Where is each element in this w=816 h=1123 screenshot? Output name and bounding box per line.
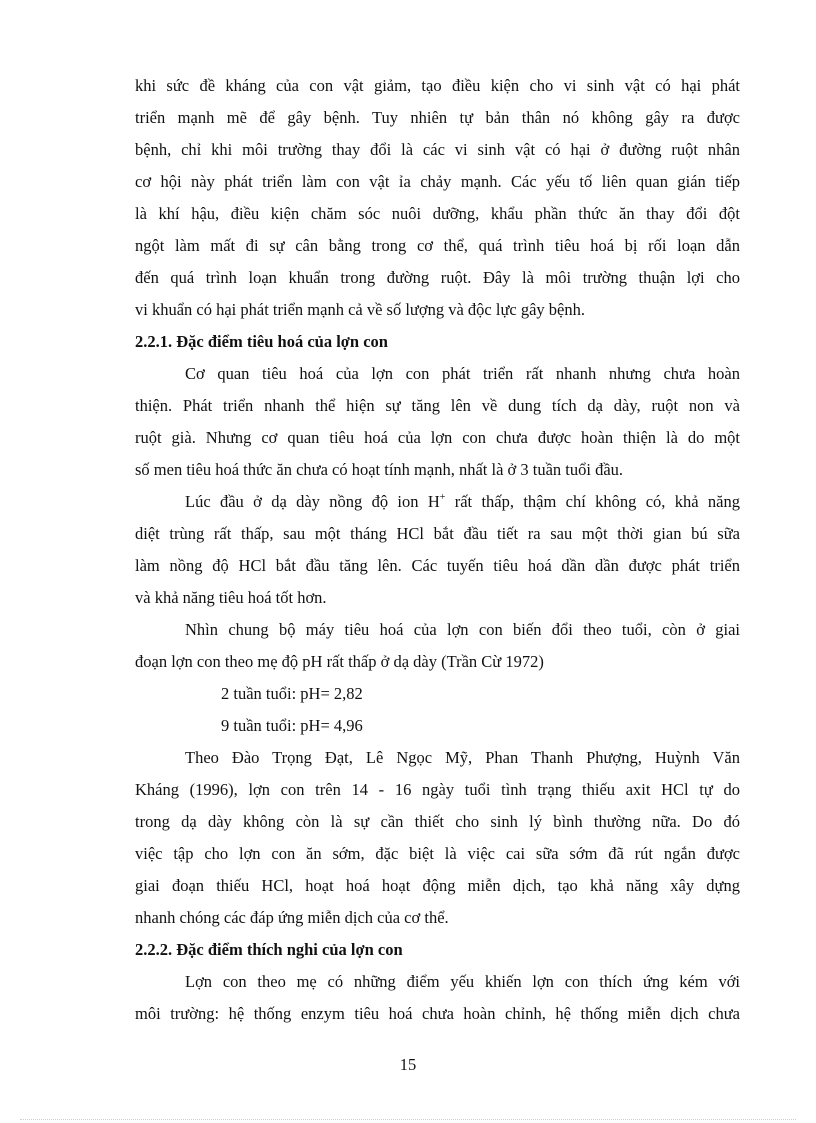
body-text-line: môi trường: hệ thống enzym tiêu hoá chưa hoàn chỉnh, hệ thống miễn dịch chưa [135,1004,740,1023]
ph-value-line: 2 tuần tuổi: pH= 2,82 [221,684,363,703]
body-text-line: là khí hậu, điều kiện chăm sóc nuôi dưỡng, khẩu phần thức ăn thay đổi đột [135,204,740,223]
body-text-line: và khả năng tiêu hoá tốt hơn. [135,588,327,607]
body-text-line: thiện. Phát triển nhanh thể hiện sự tăng lên về dung tích dạ dày, ruột non và [135,396,740,415]
body-text-line: Nhìn chung bộ máy tiêu hoá của lợn con biến đổi theo tuổi, còn ở giai [185,620,740,639]
ph-value-line: 9 tuần tuổi: pH= 4,96 [221,716,363,735]
body-text-line-with-superscript [135,486,740,518]
superscript-plus: + [439,491,446,503]
footer-divider [20,1119,796,1120]
body-text-line: Kháng (1996), lợn con trên 14 - 16 ngày tuổi tình trạng thiếu axit HCl tự do [135,780,740,799]
body-text-line: nhanh chóng các đáp ứng miễn dịch của cơ thể. [135,908,449,927]
body-text-line: diệt trùng rất thấp, sau một tháng HCl bắt đầu tiết ra sau một thời gian bú sữa [135,524,740,543]
body-text-line: vi khuẩn có hại phát triển mạnh cả về số lượng và độc lực gây bệnh. [135,300,585,319]
body-text-line: đoạn lợn con theo mẹ độ pH rất thấp ở dạ dày (Trần Cừ 1972) [135,652,544,671]
section-heading-2-2-2: 2.2.2. Đặc điểm thích nghi của lợn con [135,940,403,959]
text-fragment: rất thấp, thậm chí không có, khả năng [445,492,740,511]
body-text-line: trong dạ dày không còn là sự cần thiết cho sinh lý bình thường nữa. Do đó [135,812,740,831]
body-text-line: đến quá trình loạn khuẩn trong đường ruột. Đây là môi trường thuận lợi cho [135,268,740,287]
page-number: 15 [399,1055,417,1074]
body-text-line: Cơ quan tiêu hoá của lợn con phát triển rất nhanh nhưng chưa hoàn [185,364,740,383]
body-text-line: cơ hội này phát triển làm con vật ỉa chảy mạnh. Các yếu tố liên quan gián tiếp [135,172,740,191]
body-text-line: việc tập cho lợn con ăn sớm, đặc biệt là việc cai sữa sớm đã rút ngắn được [135,844,740,863]
body-text-line: ruột già. Nhưng cơ quan tiêu hoá của lợn con chưa được hoàn thiện là do một [135,428,740,447]
body-text-line: số men tiêu hoá thức ăn chưa có hoạt tính mạnh, nhất là ở 3 tuần tuổi đầu. [135,460,624,479]
body-text-line: bệnh, chỉ khi môi trường thay đổi là các vi sinh vật có hại ở đường ruột nhân [135,140,740,159]
body-text-line: triển mạnh mẽ để gây bệnh. Tuy nhiên tự bản thân nó không gây ra được [135,108,740,127]
body-text-line: Lợn con theo mẹ có những điểm yếu khiến lợn con thích ứng kém với [185,972,740,991]
body-text-line: khi sức đề kháng của con vật giảm, tạo điều kiện cho vi sinh vật có hại phát [135,76,740,95]
body-text-line: làm nồng độ HCl bắt đầu tăng lên. Các tuyến tiêu hoá dần dần được phát triển [135,556,740,575]
section-heading-2-2-1: 2.2.1. Đặc điểm tiêu hoá của lợn con [135,332,388,351]
text-fragment: Lúc đầu ở dạ dày nồng độ ion H [185,492,440,511]
document-body [135,70,740,1030]
body-text-line: giai đoạn thiếu HCl, hoạt hoá hoạt động miễn dịch, tạo khả năng xây dựng [135,876,740,895]
body-text-line: Theo Đào Trọng Đạt, Lê Ngọc Mỹ, Phan Thanh Phượng, Huỳnh Văn [185,748,740,767]
body-text-line: ngột làm mất đi sự cân bằng trong cơ thể, quá trình tiêu hoá bị rối loạn dẫn [135,236,740,255]
